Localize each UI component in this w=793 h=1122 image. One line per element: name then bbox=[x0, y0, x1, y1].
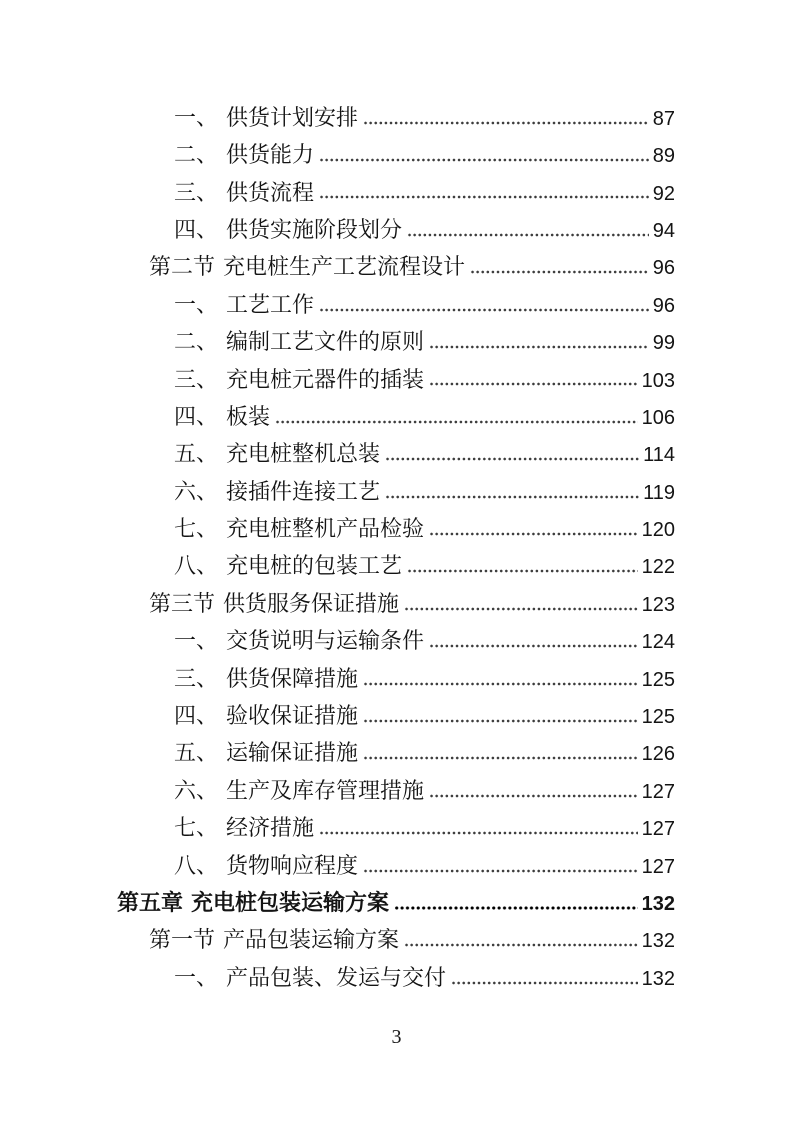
toc-entry-number: 三、 bbox=[174, 366, 219, 392]
toc-entry-title: 供货流程 bbox=[226, 179, 315, 205]
toc-entry-title: 货物响应程度 bbox=[226, 852, 359, 878]
toc-entry-page-number: 119 bbox=[643, 481, 675, 504]
toc-entry-number: 一、 bbox=[174, 628, 219, 654]
toc-entry-page-number: 132 bbox=[641, 967, 675, 990]
toc-entry-title: 供货计划安排 bbox=[226, 104, 359, 130]
dot-leader bbox=[404, 607, 638, 611]
toc-entry-number: 第一节 bbox=[149, 927, 216, 953]
toc-entry[interactable] bbox=[117, 286, 675, 323]
dot-leader bbox=[363, 682, 638, 686]
toc-entry-number: 六、 bbox=[174, 777, 219, 803]
toc-entry-title: 充电桩包装运输方案 bbox=[191, 890, 390, 915]
toc-entry-number: 六、 bbox=[174, 478, 219, 504]
toc-entry-title: 供货保障措施 bbox=[226, 665, 359, 691]
toc-entry[interactable] bbox=[117, 547, 675, 584]
toc-entry-number: 四、 bbox=[174, 216, 219, 242]
toc-entry-number: 五、 bbox=[174, 441, 219, 467]
dot-leader bbox=[429, 794, 638, 798]
toc-entry[interactable] bbox=[117, 398, 675, 435]
toc-entry-title: 交货说明与运输条件 bbox=[226, 628, 425, 654]
toc-entry-title: 工艺工作 bbox=[226, 291, 315, 317]
toc-entry[interactable] bbox=[117, 211, 675, 248]
toc-entry[interactable] bbox=[117, 473, 675, 510]
toc-entry-number: 八、 bbox=[174, 553, 219, 579]
toc-entry-page-number: 96 bbox=[652, 257, 675, 280]
toc-entry-page-number: 132 bbox=[641, 893, 675, 915]
toc-entry[interactable] bbox=[117, 435, 675, 472]
toc-entry-number: 二、 bbox=[174, 329, 219, 355]
toc-entry[interactable] bbox=[117, 510, 675, 547]
dot-leader bbox=[451, 981, 638, 985]
toc-entry[interactable] bbox=[117, 884, 675, 921]
dot-leader bbox=[319, 308, 649, 312]
toc-entry[interactable] bbox=[117, 697, 675, 734]
toc-entry-title: 编制工艺文件的原则 bbox=[226, 329, 425, 355]
toc-entry-page-number: 127 bbox=[641, 818, 675, 841]
dot-leader bbox=[363, 719, 638, 723]
page-number: 3 bbox=[391, 1026, 402, 1048]
dot-leader bbox=[385, 495, 639, 499]
toc-entry-number: 一、 bbox=[174, 104, 219, 130]
toc-entry-title: 生产及库存管理措施 bbox=[226, 777, 425, 803]
toc-entry-page-number: 126 bbox=[641, 743, 675, 766]
dot-leader bbox=[470, 270, 649, 274]
toc-entry-title: 充电桩生产工艺流程设计 bbox=[223, 254, 466, 280]
toc-entry[interactable] bbox=[117, 921, 675, 958]
toc-entry-title: 供货实施阶段划分 bbox=[226, 216, 403, 242]
dot-leader bbox=[385, 457, 639, 461]
toc-entry-title: 充电桩元器件的插装 bbox=[226, 366, 425, 392]
toc-entry-page-number: 132 bbox=[641, 930, 675, 953]
toc-entry-number: 七、 bbox=[174, 516, 219, 542]
dot-leader bbox=[429, 345, 649, 349]
toc-entry-page-number: 120 bbox=[641, 519, 675, 542]
toc-entry-number: 二、 bbox=[174, 142, 219, 168]
toc-entry-title: 验收保证措施 bbox=[226, 703, 359, 729]
toc-entry[interactable] bbox=[117, 809, 675, 846]
toc-entry-page-number: 94 bbox=[652, 219, 675, 242]
toc-entry-number: 五、 bbox=[174, 740, 219, 766]
dot-leader bbox=[363, 869, 638, 873]
dot-leader bbox=[319, 158, 649, 162]
page-footer bbox=[0, 1026, 793, 1049]
toc-entry-title: 接插件连接工艺 bbox=[226, 478, 381, 504]
dot-leader bbox=[394, 906, 638, 910]
dot-leader bbox=[429, 644, 638, 648]
toc-entry[interactable] bbox=[117, 847, 675, 884]
toc-entry-number: 四、 bbox=[174, 703, 219, 729]
table-of-contents bbox=[117, 99, 675, 996]
toc-entry-title: 产品包装运输方案 bbox=[223, 927, 400, 953]
toc-entry-page-number: 122 bbox=[641, 556, 675, 579]
toc-entry-title: 产品包装、发运与交付 bbox=[226, 964, 447, 990]
toc-entry-number: 第五章 bbox=[117, 890, 184, 915]
toc-entry-page-number: 103 bbox=[641, 369, 675, 392]
toc-entry-page-number: 87 bbox=[652, 107, 675, 130]
toc-entry-page-number: 127 bbox=[641, 855, 675, 878]
toc-entry[interactable] bbox=[117, 361, 675, 398]
toc-entry-title: 供货能力 bbox=[226, 142, 315, 168]
toc-entry-number: 八、 bbox=[174, 852, 219, 878]
toc-entry-title: 充电桩整机总装 bbox=[226, 441, 381, 467]
toc-entry-page-number: 125 bbox=[641, 706, 675, 729]
toc-entry-number: 第三节 bbox=[149, 590, 216, 616]
toc-entry-page-number: 114 bbox=[643, 444, 675, 467]
toc-entry[interactable] bbox=[117, 174, 675, 211]
toc-entry-page-number: 92 bbox=[652, 182, 675, 205]
toc-entry[interactable] bbox=[117, 585, 675, 622]
toc-entry-title: 板装 bbox=[226, 403, 271, 429]
dot-leader bbox=[407, 233, 649, 237]
toc-entry-number: 一、 bbox=[174, 964, 219, 990]
toc-entry-page-number: 99 bbox=[652, 332, 675, 355]
toc-entry[interactable] bbox=[117, 323, 675, 360]
toc-entry-title: 充电桩的包装工艺 bbox=[226, 553, 403, 579]
toc-entry-page-number: 125 bbox=[641, 668, 675, 691]
toc-entry[interactable] bbox=[117, 622, 675, 659]
toc-entry-page-number: 106 bbox=[641, 406, 675, 429]
dot-leader bbox=[363, 121, 649, 125]
dot-leader bbox=[404, 943, 638, 947]
toc-entry-title: 充电桩整机产品检验 bbox=[226, 516, 425, 542]
dot-leader bbox=[319, 831, 638, 835]
toc-entry-number: 七、 bbox=[174, 815, 219, 841]
toc-entry-page-number: 96 bbox=[652, 294, 675, 317]
toc-entry-page-number: 124 bbox=[641, 631, 675, 654]
toc-entry-page-number: 127 bbox=[641, 780, 675, 803]
dot-leader bbox=[429, 382, 638, 386]
toc-entry[interactable] bbox=[117, 772, 675, 809]
toc-entry-number: 三、 bbox=[174, 665, 219, 691]
dot-leader bbox=[319, 195, 649, 199]
toc-entry-number: 第二节 bbox=[149, 254, 216, 280]
dot-leader bbox=[275, 420, 638, 424]
dot-leader bbox=[363, 756, 638, 760]
dot-leader bbox=[429, 532, 638, 536]
toc-entry-title: 供货服务保证措施 bbox=[223, 590, 400, 616]
toc-entry-number: 四、 bbox=[174, 403, 219, 429]
toc-entry[interactable] bbox=[117, 959, 675, 996]
toc-entry-title: 运输保证措施 bbox=[226, 740, 359, 766]
toc-entry[interactable] bbox=[117, 734, 675, 771]
toc-entry-page-number: 123 bbox=[641, 593, 675, 616]
toc-entry-page-number: 89 bbox=[652, 145, 675, 168]
toc-entry[interactable] bbox=[117, 660, 675, 697]
toc-entry-number: 三、 bbox=[174, 179, 219, 205]
dot-leader bbox=[407, 569, 638, 573]
toc-entry[interactable] bbox=[117, 136, 675, 173]
toc-entry[interactable] bbox=[117, 99, 675, 136]
toc-entry-title: 经济措施 bbox=[226, 815, 315, 841]
toc-entry-number: 一、 bbox=[174, 291, 219, 317]
toc-entry[interactable] bbox=[117, 248, 675, 285]
